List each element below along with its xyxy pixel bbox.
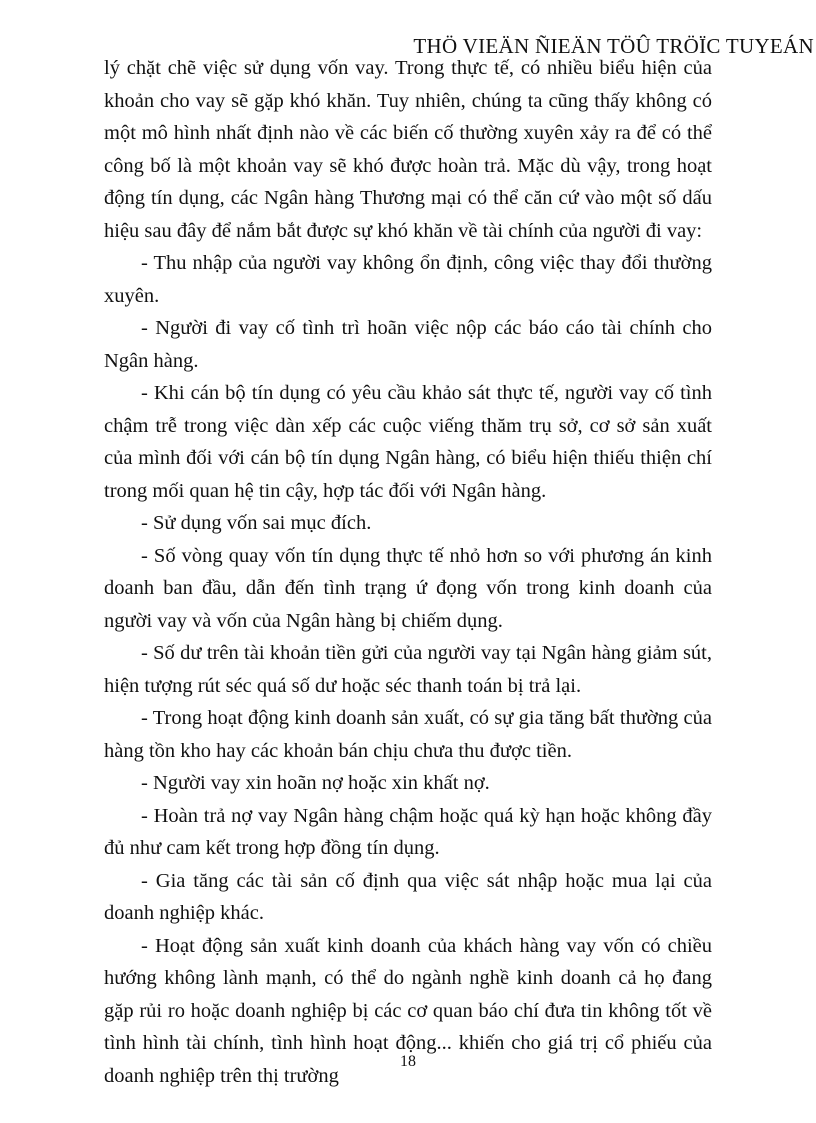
list-item-unstable-income: - Thu nhập của người vay không ổn định, công việc thay đổi thường xuyên. xyxy=(104,252,712,307)
list-item-delayed-visits: - Khi cán bộ tín dụng có yêu cầu khảo sát thực tế, người vay cố tình chậm trễ trong việc dàn xếp các cuộc viếng thăm trụ sở, cơ sở sản xuất của mình đối với cán bộ tín dụng Ngân hàng, có biểu hiện thiếu thiện chí trong mối quan hệ tin cậy, hợp tác đối với Ngân hàng. xyxy=(104,382,712,502)
list-item-misuse-of-funds: - Sử dụng vốn sai mục đích. xyxy=(141,512,372,534)
list-item-late-repayment: - Hoàn trả nợ vay Ngân hàng chậm hoặc quá kỳ hạn hoặc không đầy đủ như cam kết trong hợp đồng tín dụng. xyxy=(104,804,712,859)
list-item-delayed-reports: - Người đi vay cố tình trì hoãn việc nộp các báo cáo tài chính cho Ngân hàng. xyxy=(104,317,712,372)
list-item-inventory-increase: - Trong hoạt động kinh doanh sản xuất, có sự gia tăng bất thường của hàng tồn kho hay các khoản bán chịu chưa thu được tiền. xyxy=(104,707,712,762)
page-number: 18 xyxy=(400,1053,416,1070)
list-item-debt-deferral: - Người vay xin hoãn nợ hoặc xin khất nợ. xyxy=(141,772,490,794)
list-item-capital-turnover: - Số vòng quay vốn tín dụng thực tế nhỏ hơn so với phương án kinh doanh ban đầu, dẫn đến tình trạng ứ đọng vốn trong kinh doanh của người vay và vốn của Ngân hàng bị chiếm dụng. xyxy=(104,544,712,632)
list-item-deposit-balance: - Số dư trên tài khoản tiền gửi của người vay tại Ngân hàng giảm sút, hiện tượng rút séc quá số dư hoặc séc thanh toán bị trả lại. xyxy=(104,642,712,697)
list-item-unhealthy-business: - Hoạt động sản xuất kinh doanh của khách hàng vay vốn có chiều hướng không lành mạnh, có thể do ngành nghề kinh doanh cả họ đang gặp rủi ro hoặc doanh nghiệp bị các cơ quan báo chí đưa tin không tốt về tình hình tài chính, tình hình hoạt động... khiến cho giá trị cổ phiếu của doanh nghiệp trên thị trường xyxy=(104,934,712,1087)
document-body xyxy=(104,52,712,1092)
page-header-title: THÖ VIEÄN ÑIEÄN TÖÛ TRÖÏC TUYEÁN xyxy=(413,34,814,58)
list-item-fixed-assets: - Gia tăng các tài sản cố định qua việc sát nhập hoặc mua lại của doanh nghiệp khác. xyxy=(104,869,712,924)
paragraph-intro: lý chặt chẽ việc sử dụng vốn vay. Trong thực tế, có nhiều biểu hiện của khoản cho vay sẽ gặp khó khăn. Tuy nhiên, chúng ta cũng thấy không có một mô hình nhất định nào về các biến cố thường xuyên xảy ra để có thể công bố là một khoản vay sẽ khó được hoàn trả. Mặc dù vậy, trong hoạt động tín dụng, các Ngân hàng Thương mại có thể căn cứ vào một số dấu hiệu sau đây để nắm bắt được sự khó khăn về tài chính của người đi vay: xyxy=(104,57,712,242)
